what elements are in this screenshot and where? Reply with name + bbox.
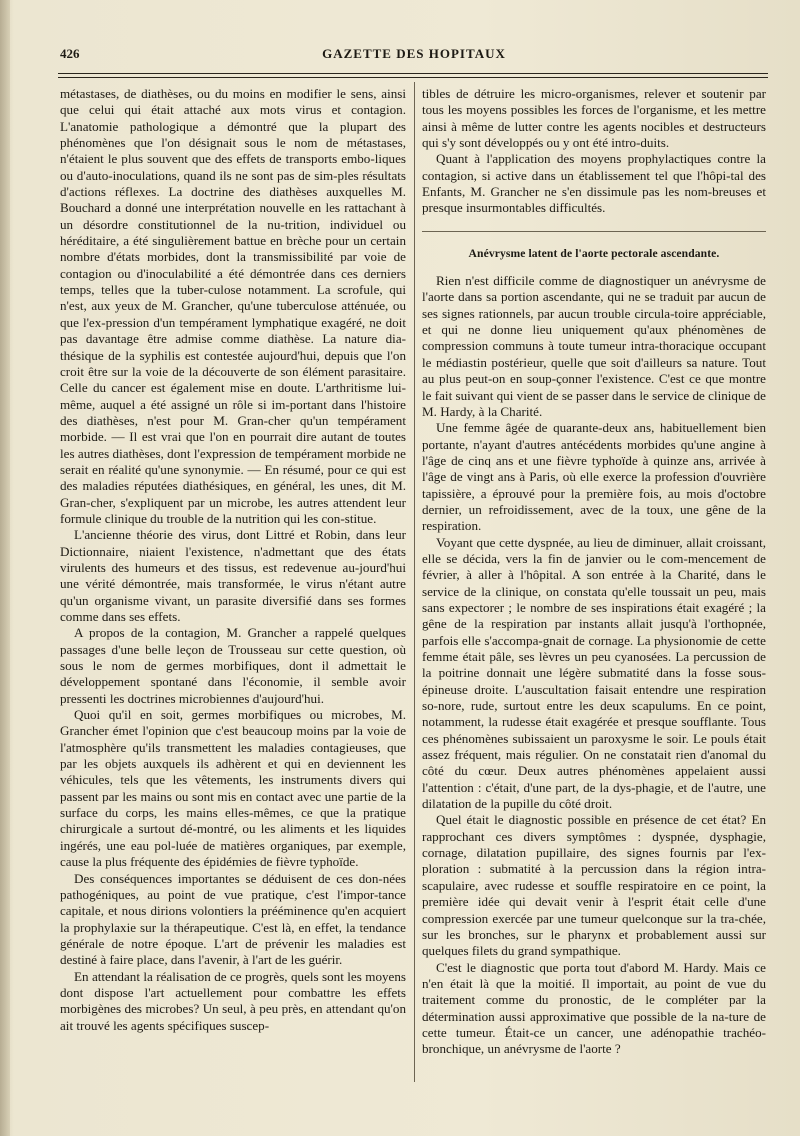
left-paragraph-6: En attendant la réalisation de ce progrès, quels sont les moyens dont dispose l'art actuellement pour combattre les effets morbigènes des microbes? Un seul, à peu près, en attendant qu'on ait trouvé les agents spécifiques suscep- xyxy=(60,968,406,1033)
journal-title: GAZETTE DES HOPITAUX xyxy=(322,46,506,61)
header-rule-top xyxy=(58,73,768,74)
column-divider xyxy=(414,82,415,1082)
section-separator xyxy=(422,231,766,232)
page-number: 426 xyxy=(60,46,80,61)
right-paragraph-2: Une femme âgée de quarante-deux ans, habituellement bien portante, n'ayant d'autres antécédents morbides qu'une angine à l'âge de cinq ans et une fièvre typhoïde à quinze ans, arrivée à l'âge de vingt ans à Paris, où elle exerce la profession d'ouvrière tapissière, a éprouvé pour la première fois, au mois d'octobre dernier, un refroidissement, avec de la toux, une gêne de la respiration. xyxy=(422,420,766,534)
right-paragraph-1: Rien n'est difficile comme de diagnostiquer un anévrysme de l'aorte dans sa portion ascendante, qui ne se traduit par aucun de ses signes rationnels, par aucun trouble circula-toire appréciable, et qui ne donne lieu uniquement qu'aux phénomènes de compression communs à toute tumeur intra-thoracique occupant le médiastin postérieur, quelle que soit d'ailleurs sa nature. Tout au plus peut-on en soup-çonner l'existence. C'est ce que montre le fait suivant qui vient de se passer dans le service de clinique de M. Hardy, à la Charité. xyxy=(422,273,766,419)
right-intro-paragraph-2: Quant à l'application des moyens prophylactiques contre la contagion, si active dans un établissement tel que l'hôpi-tal des Enfants, M. Grancher ne s'en dissimule pas les nom-breuses et presque insurmontables difficultés. xyxy=(422,151,766,216)
left-paragraph-1: métastases, de diathèses, ou du moins en modifier le sens, ainsi que celui qui était attaché aux mots virus et contagion. L'anatomie pathologique a démontré que la plupart des phénomènes que l'on désignait sous le nom de métastases, n'étaient le plus souvent que des effets de transports embo-liques ou d'auto-inoculations, quand ils ne sont pas de sim-ples résultats d'actions réflexes. La doctrine des diathèses auxquelles M. Bouchard a donné une interprétation nouvelle en les rattachant à un désordre constitutionnel de la nu-trition, individuel ou héréditaire, a été singulièrement battue en brèche pour un certain nombre d'états morbides, dont la transmissibilité par voie de contagion ou d'inoculabilité a été démontrée dans ces derniers temps, telles que la tuber-culose notamment. La scrofule, qui n'est, aux yeux de M. Grancher, qu'une tuberculose atténuée, ou que l'ex-pression d'un tempérament lymphatique exagéré, ne doit pas davantage être admise comme diathèse. La nature dia-thésique de la syphilis est contestée aujourd'hui, depuis que l'on croit être sur la voie de la découverte de son élément parasitaire. Celle du cancer est également mise en doute. L'arthritisme lui-même, auquel a été assigné un rôle si im-portant dans l'histoire des diathèses, n'est pour M. Gran-cher qu'un tempérament morbide. — Il est vrai que l'on en pourrait dire autant de toutes les autres diathèses, dont l'expression de tempérament morbide ne serait en réalité qu'une synonymie. — En résumé, pour ce qui est des maladies réputées diathésiques, en général, les unes, dit M. Gran-cher, s'expliquent par un microbe, les autres attendent leur formule clinique du trouble de la nutrition qui les con-stitue. xyxy=(60,86,406,526)
right-paragraph-5: C'est le diagnostic que porta tout d'abord M. Hardy. Mais ce n'en était là que la moitié. Il importait, au point de vue du traitement comme du pronostic, de le compléter par la détermination aussi approximative que possible de la na-ture de cette tumeur. Était-ce un cancer, une adénopathie trachéo-bronchique, un anévrysme de l'aorte ? xyxy=(422,959,766,1057)
right-column xyxy=(422,86,766,1058)
page-header xyxy=(60,46,768,66)
header-rule-bottom xyxy=(58,77,768,78)
left-paragraph-2: L'ancienne théorie des virus, dont Littré et Robin, dans leur Dictionnaire, niaient l'existence, n'admettant que des états virulents des humeurs et des tissus, est redevenue au-jourd'hui une vérité démontrée, mais transformée, le virus n'étant autre qu'un organisme vivant, un parasite diversifié dans ses formes comme dans ses effets. xyxy=(60,527,406,624)
section-title: Anévrysme latent de l'aorte pectorale ascendante. xyxy=(468,246,720,260)
right-intro-paragraph-1: tibles de détruire les micro-organismes, relever et soutenir par tous les moyens possibles les forces de l'organisme, et les mettre ainsi à même de lutter contre les agents nocibles et destructeurs qui s'y sont développés ou y ont été intro-duits. xyxy=(422,86,766,151)
left-column xyxy=(60,86,406,1034)
page-binding-edge xyxy=(0,0,10,1136)
right-paragraph-3: Voyant que cette dyspnée, au lieu de diminuer, allait croissant, elle se décida, vers la fin de janvier ou le com-mencement de février, à aller à l'hôpital. A son entrée à la Charité, dans le service de la clinique, on constata qu'elle toussait un peu, mais sans expectorer ; le nombre de ses inspirations était exagéré ; la gêne de la respiration par instants allait jusqu'à l'orthopnée, parfois elle s'accompa-gnait de cornage. La physionomie de cette femme était pâle, ses lèvres un peu cyanosées. La percussion de la poitrine donnait une légère submatité dans la fosse sous-épineuse droite. L'auscultation faisait entendre une respiration so-nore, rude, surtout entre les deux scapulums. En ce point, notamment, la rudesse était exagérée et presque soufflante. Tous ces phénomènes subissaient un paroxysme le soir. Le pouls était assez fréquent, mais régulier. On ne constatait rien d'anomal du côté du cœur. Deux autres phénomènes appelaient aussi l'attention : c'était, d'une part, de la dys-phagie, et de l'autre, une dilatation de la pupille du côté droit. xyxy=(422,534,766,812)
left-paragraph-3: A propos de la contagion, M. Grancher a rappelé quelques passages d'une belle leçon de Trousseau sur cette question, où sous le nom de germes morbifiques, dont il admettait le développement spontané dans l'économie, il semble avoir pressenti les doctrines microbiennes d'aujourd'hui. xyxy=(60,625,406,706)
left-paragraph-5: Des conséquences importantes se déduisent de ces don-nées pathogéniques, au point de vue pratique, c'est l'impor-tance capitale, et nous dirions volontiers la prééminence qu'en acquiert la prophylaxie sur la thérapeutique. C'est là, en effet, la tendance générale de notre époque. L'art de prévenir les maladies est destiné à faire place, dans l'avenir, à l'art de les guérir. xyxy=(60,870,406,968)
left-paragraph-4: Quoi qu'il en soit, germes morbifiques ou microbes, M. Grancher émet l'opinion que c'est beaucoup moins par la voie de l'atmosphère qu'ils transmettent les maladies contagieuses, que par les objets auxquels ils adhèrent et qui en deviennent les véhicules, tels que les vêtements, les instruments divers qui passent par les mains ou sont mis en contact avec une partie de la surface du corps, les mains elles-mêmes, ce que la pratique chirurgicale a surtout dé-montré, ou les aliments et les liquides ingérés, une eau pol-luée de matières organiques, par exemple, cause la plus fréquente des épidémies de fièvre typhoïde. xyxy=(60,707,406,870)
right-paragraph-4: Quel était le diagnostic possible en présence de cet état? En rapprochant ces divers symptômes : dyspnée, dysphagie, cornage, dilatation pupillaire, des signes fournis par l'ex-ploration : submatité à la percussion dans la région intra-scapulaire, avec rudesse et souffle respiratoire en ce point, la première idée qui devait venir à l'esprit était celle d'une compression exercée par une tumeur quelconque sur la tra-chée, sur les bronches, sur le pharynx et probablement aussi sur quelques filets du grand sympathique. xyxy=(422,812,766,959)
